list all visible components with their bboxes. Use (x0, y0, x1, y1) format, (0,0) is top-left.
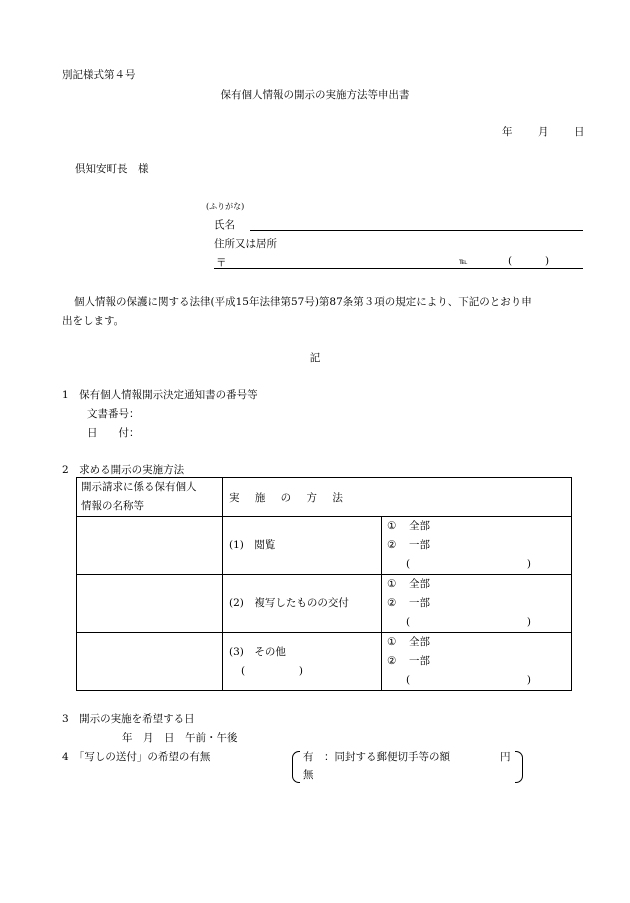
option-no[interactable]: 無 (303, 769, 314, 781)
section-3-heading: 3 開示の実施を希望する日 (62, 713, 195, 725)
section-2-heading: 2 求める開示の実施方法 (62, 464, 185, 476)
doc-date-label: 日 付： (87, 427, 140, 439)
partial-detail-field[interactable]: ( ) (406, 674, 532, 686)
section-1-heading: 1 保有個人情報開示決定通知書の番号等 (62, 389, 258, 401)
intro-line-1: 個人情報の保護に関する法律(平成15年法律第57号)第87条第３項の規定により、下記のとおり申 (74, 296, 532, 308)
scope-cell (382, 633, 572, 691)
name-label: 氏名 (214, 219, 235, 231)
ki-marker: 記 (309, 352, 321, 364)
col-header-info-name (77, 478, 223, 517)
option-all[interactable]: ① 全部 (387, 520, 430, 532)
address-field-line[interactable] (214, 268, 583, 269)
method-cell (223, 575, 382, 633)
info-name-cell[interactable] (77, 575, 223, 633)
other-method-field[interactable]: ( ) (241, 664, 303, 677)
methods-table (76, 477, 572, 691)
col-header-info-name-line2: 情報の名称等 (81, 500, 144, 512)
table-row (77, 633, 572, 691)
option-yes[interactable]: 有 ：同封する郵便切手等の額 (303, 751, 450, 763)
tel-label: ℡ (459, 257, 468, 266)
info-name-cell[interactable] (77, 517, 223, 575)
info-name-cell[interactable] (77, 633, 223, 691)
method-label: (2) 複写したものの交付 (229, 597, 349, 609)
method-label: (3) その他 (229, 645, 286, 658)
col-header-method: 実 施 の 方 法 (223, 478, 572, 517)
page-title: 保有個人情報の開示の実施方法等申出書 (220, 89, 410, 101)
option-partial[interactable]: ② 一部 (387, 597, 430, 609)
option-all[interactable]: ① 全部 (387, 636, 430, 648)
partial-detail-field[interactable]: ( ) (406, 616, 532, 628)
address-label: 住所又は居所 (214, 238, 277, 250)
method-cell (223, 633, 382, 691)
date-year-label: 年 (502, 126, 513, 138)
col-header-info-name-line1: 開示請求に係る保有個人 (81, 481, 197, 493)
yen-label: 円 (500, 751, 511, 763)
method-label: (1) 閲覧 (229, 539, 276, 551)
furigana-label: (ふりがな) (206, 202, 245, 211)
form-number: 別記様式第４号 (62, 69, 136, 81)
doc-number-label: 文書番号： (87, 408, 140, 420)
scope-cell (382, 575, 572, 633)
option-partial[interactable]: ② 一部 (387, 539, 430, 551)
table-row (77, 575, 572, 633)
right-brace (515, 751, 523, 783)
section-4-heading: 4 「写しの送付」の希望の有無 (62, 751, 211, 763)
left-brace (292, 751, 300, 783)
desired-date-line[interactable]: 年 月 日 午前・午後 (122, 732, 238, 744)
table-row (77, 517, 572, 575)
date-day-label: 日 (574, 126, 585, 138)
date-month-label: 月 (538, 126, 549, 138)
addressee: 倶知安町長 様 (75, 163, 149, 175)
scope-cell (382, 517, 572, 575)
partial-detail-field[interactable]: ( ) (406, 558, 532, 570)
name-field-line[interactable] (250, 230, 583, 231)
intro-line-2: 出をします。 (62, 315, 125, 327)
option-all[interactable]: ① 全部 (387, 578, 430, 590)
method-cell (223, 517, 382, 575)
postal-mark: 〒 (216, 257, 227, 269)
option-partial[interactable]: ② 一部 (387, 655, 430, 667)
tel-paren-close: ) (545, 255, 550, 267)
tel-paren-open: ( (508, 255, 513, 267)
